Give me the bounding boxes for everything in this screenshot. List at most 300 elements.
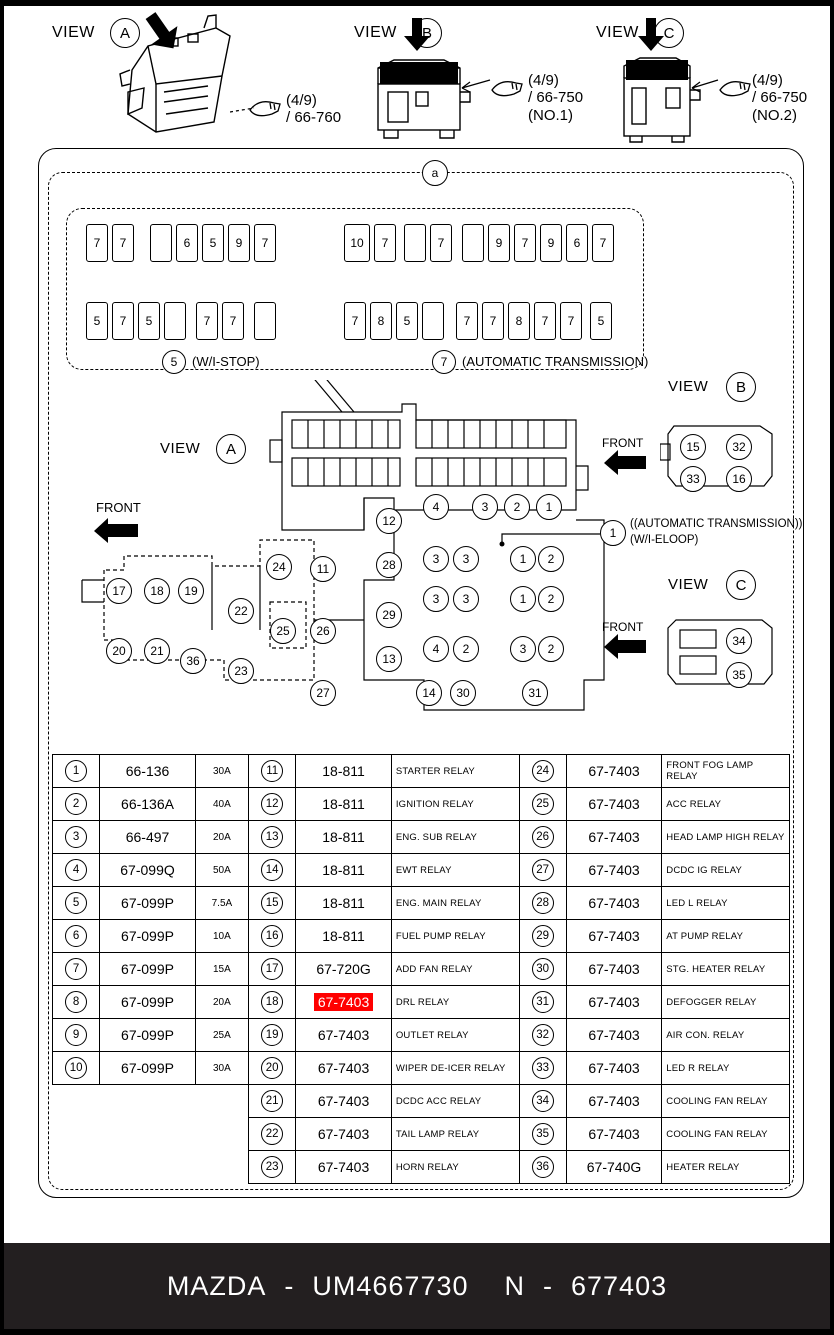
table-row <box>53 1052 790 1085</box>
part-number: 18-811 <box>296 788 392 821</box>
front-label-c: FRONT <box>602 620 644 634</box>
row-num-cell[interactable] <box>53 920 100 953</box>
num-circle: 28 <box>532 892 554 914</box>
front-arrow-c-icon <box>602 634 648 660</box>
part-number: 67-7403 <box>566 788 662 821</box>
table-row <box>53 920 790 953</box>
view-a-part: / 66-760 <box>286 109 342 127</box>
relay-22[interactable]: 22 <box>228 598 254 624</box>
row-num-cell[interactable] <box>249 755 296 788</box>
relay-11[interactable]: 11 <box>310 556 336 582</box>
amperage: 25A <box>195 1019 248 1052</box>
at-callout-num: 7 <box>432 350 456 374</box>
num-circle: 19 <box>261 1024 283 1046</box>
num-circle: 14 <box>261 859 283 881</box>
description: AT PUMP RELAY <box>662 920 790 953</box>
view-c-note: (NO.2) <box>752 106 797 124</box>
view-c-part: / 66-750 <box>752 89 808 107</box>
relay-33[interactable]: 33 <box>680 466 706 492</box>
num-circle: 9 <box>65 1024 87 1046</box>
row-num-cell[interactable] <box>249 821 296 854</box>
row-num-cell[interactable] <box>249 887 296 920</box>
num-circle: 6 <box>65 925 87 947</box>
row-num-cell[interactable] <box>53 1052 100 1085</box>
relay-30[interactable]: 30 <box>450 680 476 706</box>
amperage: 15A <box>195 953 248 986</box>
description: AIR CON. RELAY <box>662 1019 790 1052</box>
num-circle: 16 <box>261 925 283 947</box>
part-number: 67-7403 <box>296 1085 392 1118</box>
num-circle: 20 <box>261 1057 283 1079</box>
row-num-cell[interactable] <box>519 1151 566 1184</box>
row-num-cell[interactable] <box>249 1151 296 1184</box>
part-number: 67-099P <box>100 986 196 1019</box>
num-circle: 15 <box>261 892 283 914</box>
view-b-qty: (4/9) <box>528 72 559 89</box>
part-number: 67-720G <box>296 953 392 986</box>
num-circle: 29 <box>532 925 554 947</box>
fuse[interactable]: 7 <box>112 224 134 262</box>
part-number: 67-7403 <box>566 854 662 887</box>
row-num-cell[interactable] <box>53 1019 100 1052</box>
description: TAIL LAMP RELAY <box>391 1118 519 1151</box>
relay-3d[interactable]: 3 <box>423 586 449 612</box>
row-num-cell[interactable] <box>249 920 296 953</box>
front-arrow-b-icon <box>602 450 648 476</box>
relay-32[interactable]: 32 <box>726 434 752 460</box>
part-number: 67-740G <box>566 1151 662 1184</box>
view-c-illustration <box>606 44 716 144</box>
fuse[interactable]: 7 <box>456 302 478 340</box>
description: COOLING FAN RELAY <box>662 1085 790 1118</box>
view-b-leader <box>456 74 492 94</box>
fuse[interactable]: 7 <box>344 302 366 340</box>
row-num-cell[interactable] <box>53 821 100 854</box>
part-number: 18-811 <box>296 854 392 887</box>
view-c-panel <box>660 616 784 692</box>
num-circle: 10 <box>65 1057 87 1079</box>
amperage: 50A <box>195 854 248 887</box>
amperage: 40A <box>195 788 248 821</box>
fuse[interactable]: 7 <box>374 224 396 262</box>
view-c-hand-icon <box>718 78 752 98</box>
num-circle: 22 <box>261 1123 283 1145</box>
empty-cell <box>195 1118 248 1151</box>
fuse[interactable]: 5 <box>202 224 224 262</box>
relay-25[interactable]: 25 <box>270 618 296 644</box>
num-circle: 25 <box>532 793 554 815</box>
fuse[interactable]: 7 <box>430 224 452 262</box>
bottom-border <box>4 1329 830 1335</box>
row-num-cell[interactable] <box>53 986 100 1019</box>
relay-27[interactable]: 27 <box>310 680 336 706</box>
row-num-cell[interactable] <box>249 1052 296 1085</box>
relay-35[interactable]: 35 <box>726 662 752 688</box>
fuse[interactable]: 7 <box>112 302 134 340</box>
description: IGNITION RELAY <box>391 788 519 821</box>
relay-3f[interactable]: 3 <box>510 636 536 662</box>
fuse[interactable]: 9 <box>488 224 510 262</box>
schematic-view-a-letter: A <box>216 434 246 464</box>
num-circle: 26 <box>532 826 554 848</box>
empty-cell <box>195 1085 248 1118</box>
description: DCDC ACC RELAY <box>391 1085 519 1118</box>
relay-3e[interactable]: 3 <box>453 586 479 612</box>
relay-36[interactable]: 36 <box>180 648 206 674</box>
row-num-cell[interactable] <box>249 953 296 986</box>
view-b-panel <box>660 420 784 496</box>
relay-28[interactable]: 28 <box>376 552 402 578</box>
fuse[interactable] <box>422 302 444 340</box>
fuse[interactable]: 7 <box>254 224 276 262</box>
description: HEAD LAMP HIGH RELAY <box>662 821 790 854</box>
part-number-highlighted <box>296 986 392 1019</box>
row-num-cell[interactable] <box>519 1118 566 1151</box>
relay-fuse-table <box>52 754 790 1184</box>
relay-26[interactable]: 26 <box>310 618 336 644</box>
fuse[interactable]: 5 <box>86 302 108 340</box>
num-circle: 12 <box>261 793 283 815</box>
description: DEFOGGER RELAY <box>662 986 790 1019</box>
relay-2c[interactable]: 2 <box>538 586 564 612</box>
num-circle: 2 <box>65 793 87 815</box>
amperage: 30A <box>195 755 248 788</box>
num-circle: 1 <box>65 760 87 782</box>
row-num-cell[interactable] <box>519 1052 566 1085</box>
table-row <box>53 953 790 986</box>
relay-1c[interactable]: 1 <box>510 586 536 612</box>
at-eloop-callout-num: 1 <box>600 520 626 546</box>
part-number: 67-7403 <box>296 1052 392 1085</box>
fuse[interactable]: 7 <box>514 224 536 262</box>
relay-3b[interactable]: 3 <box>423 546 449 572</box>
num-circle: 11 <box>261 760 283 782</box>
part-number: 67-099P <box>100 1052 196 1085</box>
at-eloop-line1: ((AUTOMATIC TRANSMISSION)) <box>630 518 803 530</box>
view-c-label: VIEW <box>596 24 639 41</box>
num-circle: 31 <box>532 991 554 1013</box>
description: LED L RELAY <box>662 887 790 920</box>
part-number: 66-497 <box>100 821 196 854</box>
relay-2d[interactable]: 2 <box>453 636 479 662</box>
table-row <box>53 821 790 854</box>
schematic-view-c-label: VIEW <box>668 576 709 593</box>
relay-21[interactable]: 21 <box>144 638 170 664</box>
view-a-leader <box>230 100 256 116</box>
schematic-view-c-letter: C <box>726 570 756 600</box>
relay-14[interactable]: 14 <box>416 680 442 706</box>
view-c-arrow-icon <box>636 18 666 52</box>
front-label-b: FRONT <box>602 436 644 450</box>
table-row <box>53 854 790 887</box>
num-circle: 3 <box>65 826 87 848</box>
at-eloop-leader <box>482 528 606 550</box>
description: EWT RELAY <box>391 854 519 887</box>
view-b-partno <box>528 72 583 124</box>
row-num-cell[interactable] <box>53 755 100 788</box>
part-number: 67-7403 <box>566 887 662 920</box>
fuse[interactable]: 5 <box>138 302 160 340</box>
row-num-cell[interactable] <box>519 986 566 1019</box>
description: DRL RELAY <box>391 986 519 1019</box>
part-number: 67-099P <box>100 953 196 986</box>
fuse[interactable]: 7 <box>482 302 504 340</box>
relay-18[interactable]: 18 <box>144 578 170 604</box>
description: LED R RELAY <box>662 1052 790 1085</box>
part-number: 67-7403 <box>296 1151 392 1184</box>
table-row <box>53 986 790 1019</box>
row-num-cell[interactable] <box>519 755 566 788</box>
row-num-cell[interactable] <box>519 920 566 953</box>
amperage: 20A <box>195 986 248 1019</box>
front-arrow-left-icon <box>92 518 140 544</box>
num-circle: 27 <box>532 859 554 881</box>
num-circle: 30 <box>532 958 554 980</box>
fuse[interactable]: 7 <box>592 224 614 262</box>
row-num-cell[interactable] <box>519 887 566 920</box>
relay-13[interactable]: 13 <box>376 646 402 672</box>
table-row <box>53 755 790 788</box>
empty-cell <box>100 1151 196 1184</box>
num-circle: 36 <box>532 1156 554 1178</box>
relay-1b[interactable]: 1 <box>510 546 536 572</box>
view-a-illustration <box>104 10 274 145</box>
num-circle: 13 <box>261 826 283 848</box>
fuse[interactable]: 5 <box>590 302 612 340</box>
description: DCDC IG RELAY <box>662 854 790 887</box>
fuse[interactable]: 7 <box>222 302 244 340</box>
fuse[interactable]: 8 <box>370 302 392 340</box>
num-circle: 24 <box>532 760 554 782</box>
part-number: 67-099P <box>100 920 196 953</box>
part-number: 66-136 <box>100 755 196 788</box>
footer-part-code: UM4667730 <box>312 1270 469 1301</box>
description: ENG. SUB RELAY <box>391 821 519 854</box>
amperage: 30A <box>195 1052 248 1085</box>
row-num-cell[interactable] <box>519 821 566 854</box>
row-num-cell[interactable] <box>519 1019 566 1052</box>
relay-3a[interactable]: 3 <box>472 494 498 520</box>
num-circle: 8 <box>65 991 87 1013</box>
row-num-cell[interactable] <box>53 953 100 986</box>
view-c-letter: C <box>654 18 684 48</box>
num-circle: 35 <box>532 1123 554 1145</box>
relay-3c[interactable]: 3 <box>453 546 479 572</box>
view-a-label: VIEW <box>52 24 95 41</box>
empty-cell <box>100 1085 196 1118</box>
relay-16[interactable]: 16 <box>726 466 752 492</box>
part-number: 67-099P <box>100 887 196 920</box>
empty-cell <box>53 1151 100 1184</box>
row-num-cell[interactable] <box>249 1118 296 1151</box>
fuse[interactable]: 10 <box>344 224 370 262</box>
schematic-view-a-label: VIEW <box>160 440 201 457</box>
relay-17[interactable]: 17 <box>106 578 132 604</box>
row-num-cell[interactable] <box>519 788 566 821</box>
num-circle: 23 <box>261 1156 283 1178</box>
view-b-letter: B <box>412 18 442 48</box>
part-number: 67-7403 <box>566 920 662 953</box>
view-a-qty: (4/9) <box>286 92 317 109</box>
part-number: 18-811 <box>296 755 392 788</box>
part-number: 18-811 <box>296 887 392 920</box>
description: COOLING FAN RELAY <box>662 1118 790 1151</box>
relay-4b[interactable]: 4 <box>423 636 449 662</box>
amperage: 7.5A <box>195 887 248 920</box>
istop-callout-num: 5 <box>162 350 186 374</box>
part-number: 18-811 <box>296 821 392 854</box>
view-a-partno <box>286 92 341 127</box>
fuse[interactable]: 7 <box>86 224 108 262</box>
fuse[interactable]: 9 <box>228 224 250 262</box>
table-row <box>53 887 790 920</box>
num-circle: 32 <box>532 1024 554 1046</box>
num-circle: 7 <box>65 958 87 980</box>
view-b-hand-icon <box>490 78 524 98</box>
istop-callout-text: (W/I-STOP) <box>192 354 260 369</box>
row-num-cell[interactable] <box>53 788 100 821</box>
view-c-qty: (4/9) <box>752 72 783 89</box>
callout-a: a <box>422 160 448 186</box>
relay-34[interactable]: 34 <box>726 628 752 654</box>
amperage: 20A <box>195 821 248 854</box>
schematic-view-b-label: VIEW <box>668 378 709 395</box>
description: OUTLET RELAY <box>391 1019 519 1052</box>
description: ADD FAN RELAY <box>391 953 519 986</box>
part-number: 67-7403 <box>566 986 662 1019</box>
relay-31[interactable]: 31 <box>522 680 548 706</box>
relay-19[interactable]: 19 <box>178 578 204 604</box>
at-eloop-line2: (W/I-ELOOP) <box>630 534 699 546</box>
relay-2a[interactable]: 2 <box>504 494 530 520</box>
num-circle: 18 <box>261 991 283 1013</box>
description: FUEL PUMP RELAY <box>391 920 519 953</box>
table-row <box>53 1085 790 1118</box>
part-number: 67-099P <box>100 1019 196 1052</box>
num-circle: 21 <box>261 1090 283 1112</box>
at-callout-text: (AUTOMATIC TRANSMISSION) <box>462 354 649 369</box>
fuse[interactable]: 7 <box>560 302 582 340</box>
row-num-cell[interactable] <box>53 887 100 920</box>
part-number: 67-7403 <box>566 755 662 788</box>
footer-dash1: - <box>284 1270 295 1301</box>
part-number: 67-7403 <box>566 1019 662 1052</box>
amperage: 10A <box>195 920 248 953</box>
fuse[interactable] <box>254 302 276 340</box>
row-num-cell[interactable] <box>519 953 566 986</box>
view-a-letter: A <box>110 18 140 48</box>
row-num-cell[interactable] <box>249 788 296 821</box>
view-c-leader <box>686 74 720 94</box>
table-row <box>53 1118 790 1151</box>
highlighted-part: 67-7403 <box>314 993 373 1011</box>
fuse[interactable] <box>150 224 172 262</box>
relay-12[interactable]: 12 <box>376 508 402 534</box>
part-number: 67-7403 <box>296 1019 392 1052</box>
footer-brand: MAZDA <box>166 1270 267 1301</box>
relay-15[interactable]: 15 <box>680 434 706 460</box>
empty-cell <box>53 1118 100 1151</box>
description: FRONT FOG LAMP RELAY <box>662 755 790 788</box>
view-b-part: / 66-750 <box>528 89 584 107</box>
view-b-label: VIEW <box>354 24 397 41</box>
fuse[interactable]: 9 <box>540 224 562 262</box>
schematic-view-b-letter: B <box>726 372 756 402</box>
fuse-box-schematic <box>64 380 764 750</box>
relay-23[interactable]: 23 <box>228 658 254 684</box>
row-num-cell[interactable] <box>249 854 296 887</box>
num-circle: 33 <box>532 1057 554 1079</box>
part-number: 67-7403 <box>296 1118 392 1151</box>
relay-20[interactable]: 20 <box>106 638 132 664</box>
top-border <box>4 0 830 6</box>
part-number: 67-099Q <box>100 854 196 887</box>
row-num-cell[interactable] <box>249 1085 296 1118</box>
fuse[interactable]: 8 <box>508 302 530 340</box>
empty-cell <box>100 1118 196 1151</box>
description: WIPER DE-ICER RELAY <box>391 1052 519 1085</box>
fuse[interactable] <box>404 224 426 262</box>
description: STG. HEATER RELAY <box>662 953 790 986</box>
fuse[interactable]: 6 <box>176 224 198 262</box>
relay-1a[interactable]: 1 <box>536 494 562 520</box>
fuse[interactable]: 6 <box>566 224 588 262</box>
table-row <box>53 1151 790 1184</box>
footer-n-label: N <box>504 1270 525 1301</box>
empty-cell <box>53 1085 100 1118</box>
fuse[interactable]: 5 <box>396 302 418 340</box>
part-number: 67-7403 <box>566 953 662 986</box>
description: HORN RELAY <box>391 1151 519 1184</box>
description: ACC RELAY <box>662 788 790 821</box>
relay-2e[interactable]: 2 <box>538 636 564 662</box>
relay-29[interactable]: 29 <box>376 602 402 628</box>
description: STARTER RELAY <box>391 755 519 788</box>
part-number: 66-136A <box>100 788 196 821</box>
table-row <box>53 788 790 821</box>
relay-2b[interactable]: 2 <box>538 546 564 572</box>
num-circle: 5 <box>65 892 87 914</box>
relay-24[interactable]: 24 <box>266 554 292 580</box>
num-circle: 4 <box>65 859 87 881</box>
description: ENG. MAIN RELAY <box>391 887 519 920</box>
part-number: 67-7403 <box>566 1052 662 1085</box>
view-b-note: (NO.1) <box>528 106 573 124</box>
row-num-cell[interactable] <box>519 1085 566 1118</box>
empty-cell <box>195 1151 248 1184</box>
table-row <box>53 1019 790 1052</box>
view-b-arrow-icon <box>402 18 432 52</box>
footer-n-value: 677403 <box>571 1270 668 1301</box>
row-num-cell[interactable] <box>519 854 566 887</box>
part-number: 67-7403 <box>566 1118 662 1151</box>
part-number: 18-811 <box>296 920 392 953</box>
view-c-partno <box>752 72 807 124</box>
num-circle: 34 <box>532 1090 554 1112</box>
description: HEATER RELAY <box>662 1151 790 1184</box>
row-num-cell[interactable] <box>53 854 100 887</box>
fuse[interactable] <box>164 302 186 340</box>
view-b-illustration <box>364 44 484 144</box>
fuse[interactable]: 7 <box>196 302 218 340</box>
num-circle: 17 <box>261 958 283 980</box>
part-number: 67-7403 <box>566 1085 662 1118</box>
fuse[interactable]: 7 <box>534 302 556 340</box>
row-num-cell[interactable] <box>249 986 296 1019</box>
fuse[interactable] <box>462 224 484 262</box>
relay-4a[interactable]: 4 <box>423 494 449 520</box>
row-num-cell[interactable] <box>249 1019 296 1052</box>
